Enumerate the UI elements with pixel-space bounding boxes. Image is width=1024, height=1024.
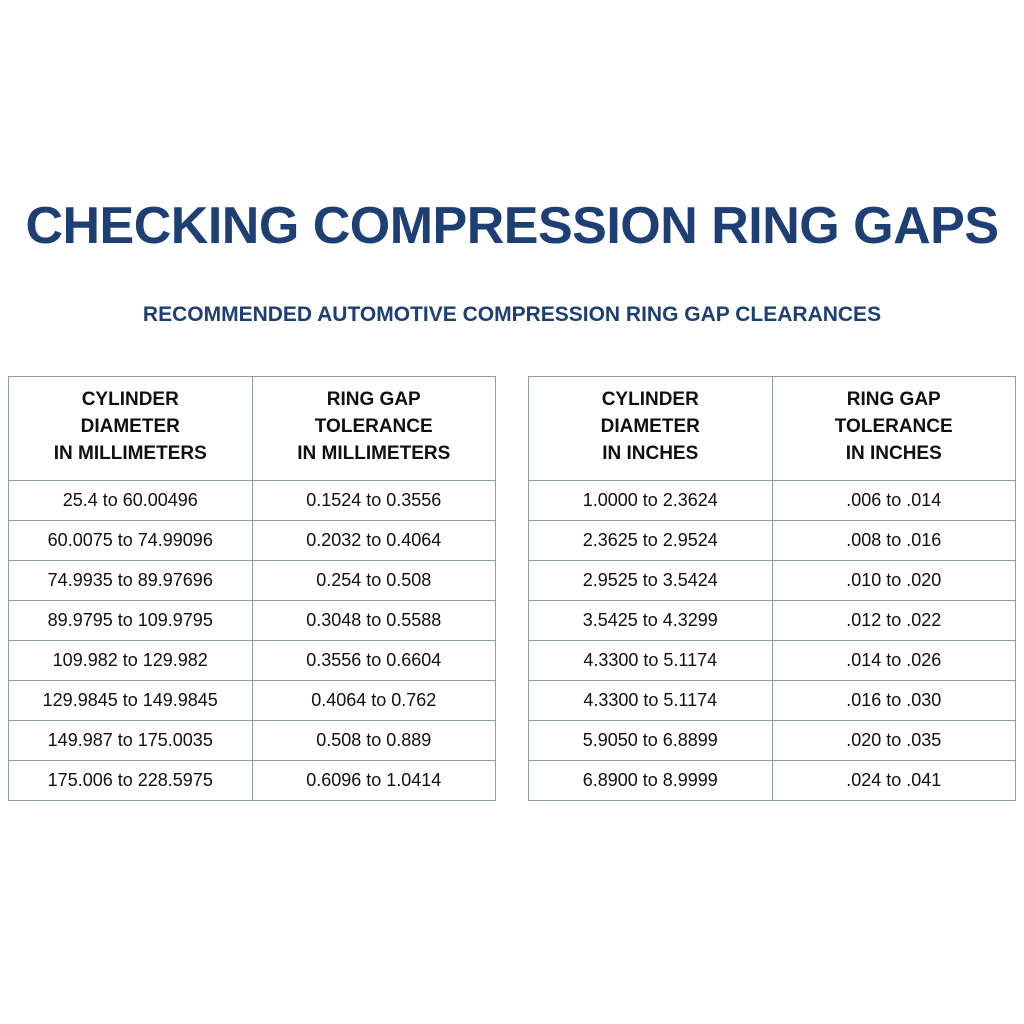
table-row [9, 480, 496, 520]
table-row [9, 680, 496, 720]
cell-tolerance: .024 to .041 [772, 760, 1016, 800]
metric-ring-gap-table [8, 376, 496, 801]
table-row [9, 560, 496, 600]
cell-tolerance: 0.3048 to 0.5588 [252, 600, 496, 640]
cell-tolerance: 0.508 to 0.889 [252, 720, 496, 760]
cell-diameter: 6.8900 to 8.9999 [529, 760, 773, 800]
table-row [529, 720, 1016, 760]
cell-diameter: 74.9935 to 89.97696 [9, 560, 253, 600]
cell-tolerance: 0.4064 to 0.762 [252, 680, 496, 720]
cell-tolerance: 0.254 to 0.508 [252, 560, 496, 600]
cell-tolerance: .016 to .030 [772, 680, 1016, 720]
table-row [529, 600, 1016, 640]
cell-diameter: 175.006 to 228.5975 [9, 760, 253, 800]
table-row [9, 520, 496, 560]
cell-diameter: 2.9525 to 3.5424 [529, 560, 773, 600]
page-subtitle: RECOMMENDED AUTOMOTIVE COMPRESSION RING GAP CLEARANCES [142, 303, 882, 326]
table-row [529, 680, 1016, 720]
table-row [9, 760, 496, 800]
imperial-table-body [529, 480, 1016, 800]
header-line: TOLERANCE [834, 415, 953, 437]
cell-tolerance: 0.2032 to 0.4064 [252, 520, 496, 560]
header-line: IN MILLIMETERS [297, 442, 451, 464]
header-line: DIAMETER [600, 415, 700, 437]
table-row [9, 640, 496, 680]
header-line: DIAMETER [80, 415, 180, 437]
cell-tolerance: .008 to .016 [772, 520, 1016, 560]
cell-diameter: 4.3300 to 5.1174 [529, 640, 773, 680]
cell-diameter: 3.5425 to 4.3299 [529, 600, 773, 640]
cell-diameter: 5.9050 to 6.8899 [529, 720, 773, 760]
header-line: CYLINDER [81, 389, 179, 410]
imperial-table-header [529, 377, 1016, 481]
table-header-row [529, 377, 1016, 481]
cell-diameter: 25.4 to 60.00496 [9, 480, 253, 520]
cell-diameter: 2.3625 to 2.9524 [529, 520, 773, 560]
cell-tolerance: 0.1524 to 0.3556 [252, 480, 496, 520]
header-line: IN MILLIMETERS [53, 442, 207, 464]
cell-tolerance: .010 to .020 [772, 560, 1016, 600]
metric-table-header [9, 377, 496, 481]
table-row [529, 520, 1016, 560]
metric-table-body [9, 480, 496, 800]
imperial-col-ring-gap-tolerance-header [772, 377, 1016, 481]
table-header-row [9, 377, 496, 481]
header-line: CYLINDER [601, 389, 699, 410]
header-line: RING GAP [846, 389, 941, 410]
cell-tolerance: .020 to .035 [772, 720, 1016, 760]
cell-diameter: 109.982 to 129.982 [9, 640, 253, 680]
table-row [529, 760, 1016, 800]
header-line: IN INCHES [845, 442, 942, 464]
cell-diameter: 1.0000 to 2.3624 [529, 480, 773, 520]
header-line: IN INCHES [602, 442, 699, 464]
header-line: RING GAP [326, 389, 421, 410]
cell-diameter: 60.0075 to 74.99096 [9, 520, 253, 560]
cell-diameter: 129.9845 to 149.9845 [9, 680, 253, 720]
page-title: CHECKING COMPRESSION RING GAPS [25, 197, 999, 255]
cell-tolerance: 0.6096 to 1.0414 [252, 760, 496, 800]
header-line: TOLERANCE [314, 415, 433, 437]
table-row [529, 480, 1016, 520]
table-row [529, 560, 1016, 600]
tables-container [8, 376, 1016, 801]
metric-col-cylinder-diameter-header [9, 377, 253, 481]
table-row [529, 640, 1016, 680]
imperial-ring-gap-table [528, 376, 1016, 801]
cell-diameter: 4.3300 to 5.1174 [529, 680, 773, 720]
cell-tolerance: .014 to .026 [772, 640, 1016, 680]
imperial-col-cylinder-diameter-header [529, 377, 773, 481]
cell-diameter: 89.9795 to 109.9795 [9, 600, 253, 640]
table-row [9, 600, 496, 640]
cell-tolerance: .006 to .014 [772, 480, 1016, 520]
cell-tolerance: 0.3556 to 0.6604 [252, 640, 496, 680]
cell-tolerance: .012 to .022 [772, 600, 1016, 640]
cell-diameter: 149.987 to 175.0035 [9, 720, 253, 760]
metric-col-ring-gap-tolerance-header [252, 377, 496, 481]
table-row [9, 720, 496, 760]
